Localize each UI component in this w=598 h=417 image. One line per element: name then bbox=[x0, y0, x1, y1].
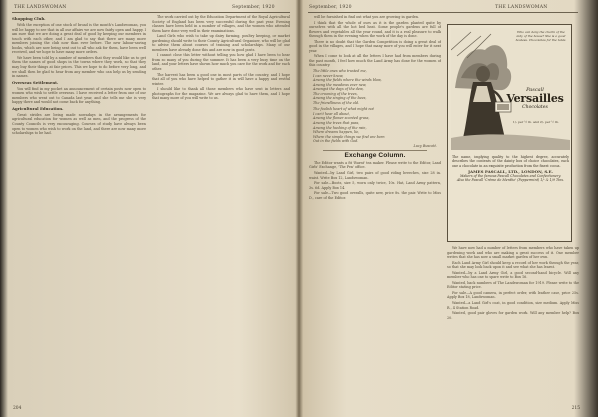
paragraph: The harvest has been a good one in most parts of the country, and I hope that all of you who have helped to gather it in will have a happy and restful winter. bbox=[152, 72, 290, 86]
advert-price: 1/- per ¼ lb. and 2/- per ½ lb. bbox=[512, 120, 560, 124]
paragraph: I think that the whole of ours as it is the garden planted quite by ourselves with all the hot bed heat. Some people's gardens are full of flowers and vegetables all the year round, and it is a real pleasure to walk through them in the evening when the work of the day is done. bbox=[309, 20, 441, 39]
paragraph: Wanted—a Land Girl's coat, in good condition, size medium. Apply Miss R., 4 Station Road. bbox=[447, 301, 579, 310]
advert-company: JAMES PASCALL, LTD., LONDON, S.E. bbox=[468, 168, 553, 174]
paragraph: will be furnished in find out what you are growing in garden. bbox=[314, 15, 420, 19]
left-page-date: September, 1920 bbox=[232, 5, 275, 10]
paragraph: When I come to look at all the letters I have had from members during the past month, I feel how much the Land Army has done for the women of this country. bbox=[309, 54, 441, 68]
exchange-item: The Editor wants a fit 'Burnt' tea maker. Please write to the Editor, Land Girls' Exchange, 'The Pen' office. bbox=[309, 160, 441, 170]
exchange-item: Wanted—by Land Girl, two pairs of good riding breeches, size 28 in. waist. Write Box 12, Landswoman. bbox=[309, 170, 441, 180]
left-head-rule bbox=[12, 12, 290, 13]
advert-kind: Chocolates bbox=[522, 105, 548, 110]
advert-copy bbox=[452, 155, 569, 183]
left-folio: 204 bbox=[13, 406, 22, 411]
exchange-item: For sale—Two good overalls, quite new, price 8s. the pair. Write to Miss D., care of the Editor. bbox=[309, 191, 441, 200]
right-page-date: September, 1920 bbox=[309, 5, 352, 10]
heading-shopping-club: Shopping Club. bbox=[12, 16, 46, 21]
right-column-1 bbox=[309, 15, 441, 399]
paragraph: Each Land Army Girl should keep a record of her work through the year, so that she may look back upon it and see what she has learnt. bbox=[447, 260, 579, 270]
advert-footnote: Also the Pascall 'Crème de Menthe' (Peppermint) 1/- & 1/9 Tins. bbox=[456, 178, 565, 183]
advert-strapline: Who can deny the charm of the lady of the house? She is a good hostess. Chocolates for the table. bbox=[515, 30, 567, 42]
pascall-advertisement bbox=[447, 24, 572, 242]
paragraph: Wanted—by a Land Army Girl, a good second-hand bicycle. Will any member who has one to spare write to Box 16. bbox=[447, 270, 579, 280]
paragraph: We have been told by a number of members that they would like us to get them the names of good shops in the towns where they work, so that they may buy their things at fair prices. This we hope to do before very long, and we shall then be glad to hear from any member who can help us by sending in names. bbox=[12, 55, 146, 79]
advert-maker: Pascall bbox=[526, 87, 544, 93]
paragraph: I should like to thank all those members who have sent in letters and photographs for the magazine. We are always glad to have them, and I hope that many more of you will write to us. bbox=[152, 87, 290, 101]
paragraph: For sale—A good camera, in perfect order, with leather case, price 25s. Apply Box 18, Landswoman. bbox=[447, 290, 579, 300]
paragraph: Wanted, good pair gloves for garden work. Will any member help? Box 20. bbox=[447, 311, 579, 320]
paragraph: With the exception of one stock of broad is the month's Landswoman, you will be happy to see that in all our affairs we are now fairly open and happy. I am sure that we are doing a great deal of good by keeping our members in touch with each other, and I am glad to say that there are many more members joining the club now than ever before. The new labour-saving books, which are now being sent out to all who ask for them, have been well received, and we hope to have many more orders. bbox=[12, 23, 146, 55]
right-folio: 215 bbox=[571, 406, 580, 411]
divider bbox=[323, 150, 427, 151]
advert-product: Versailles bbox=[506, 92, 564, 105]
heading-agricultural-education: Agricultural Education. bbox=[12, 105, 64, 111]
paragraph: There is no doubt that the Garden Competition is doing a great deal of good in the villages, and I hope that many more of you will enter for it next year. bbox=[309, 39, 441, 53]
paragraph: I cannot close this letter without telling you how glad I have been to hear from so many of you during the summer. It has been a very busy time on the land, and your letters have shown how much you care for the work and for each other. bbox=[152, 53, 290, 72]
left-column-1 bbox=[12, 15, 146, 399]
poem-stanza-1: The little ones who trusted me, I can never know, Among the fields where the winds blow, Among the meadows ever new, Amongst the days of the dew, The crooning of the trees, Among the singing of the bees, The friendliness of the old. bbox=[313, 69, 382, 105]
left-running-head: THE LANDSWOMAN bbox=[14, 5, 67, 10]
paragraph: Land Girls who wish to take up dairy farming, poultry keeping, or market gardening should write to their County Agricultural Organiser, who will be glad to advise them about courses of training and scholarships. Many of our members have already done this and are now in good posts. bbox=[152, 34, 290, 52]
right-column-2 bbox=[447, 246, 579, 399]
advert-tagline: The name, implying quality to the highest degree, accurately describes the contents of the dainty box of choice chocolates, each one a chocolate in an exquisite production from the finest cocoa. bbox=[452, 155, 569, 168]
right-page bbox=[299, 0, 598, 417]
paragraph: Great strides are being made nowadays in the arrangements for agricultural education for women as well as men, and the progress of the County Councils is very encouraging. Courses of study have always been open to women who wish to work on the land, and there are now many more scholarships to be had. bbox=[12, 112, 146, 136]
right-head-rule bbox=[308, 12, 578, 13]
right-running-head: THE LANDSWOMAN bbox=[495, 5, 548, 10]
poem-stanza-2: The foolish heart of what might not I can't hear all about, Among the flower scented grass, Among the trees that pass, Among the hushing of the rain, Where dreams happen, lie, Where the simple things we find are born Out in the fields with God. bbox=[313, 107, 385, 144]
heading-overseas-settlement: Overseas Settlement. bbox=[12, 79, 59, 85]
left-column-2 bbox=[152, 15, 290, 399]
advert-brand-block bbox=[502, 87, 568, 110]
paragraph: We have now had a number of letters from members who have taken up gardening work and who are making a great success of it. One member writes that she has now a small market garden of her own. bbox=[447, 246, 579, 260]
poem-credit: Lucy Buscott. bbox=[413, 143, 437, 148]
paragraph: Wanted, back numbers of The Landswoman for 1919. Please write to the Editor stating price. bbox=[447, 280, 579, 290]
advert-company-sub: Makers of the famous Pascall Chocolates and Confectionery. bbox=[459, 174, 562, 179]
exchange-item: For sale—Boots, size 5, worn only twice, 10s. Hat, Land Army pattern, 3s. 6d. Apply Box 14. bbox=[309, 181, 441, 190]
paragraph: The work carried out by the Education Department of the Royal Agricultural Society of England has been very successful during the past year. Evening classes have been held in a number of villages, and the women who attended them have done very well in their examinations. bbox=[152, 15, 290, 33]
paragraph: You will find in my pocket an announcement of certain posts now open to women who wish to settle overseas. I have received a letter from one of our members who went out to Canada last year, and she tells me she is very happy there and would not come back for anything. bbox=[12, 86, 146, 105]
exchange-column-title: Exchange Column. bbox=[344, 152, 406, 160]
